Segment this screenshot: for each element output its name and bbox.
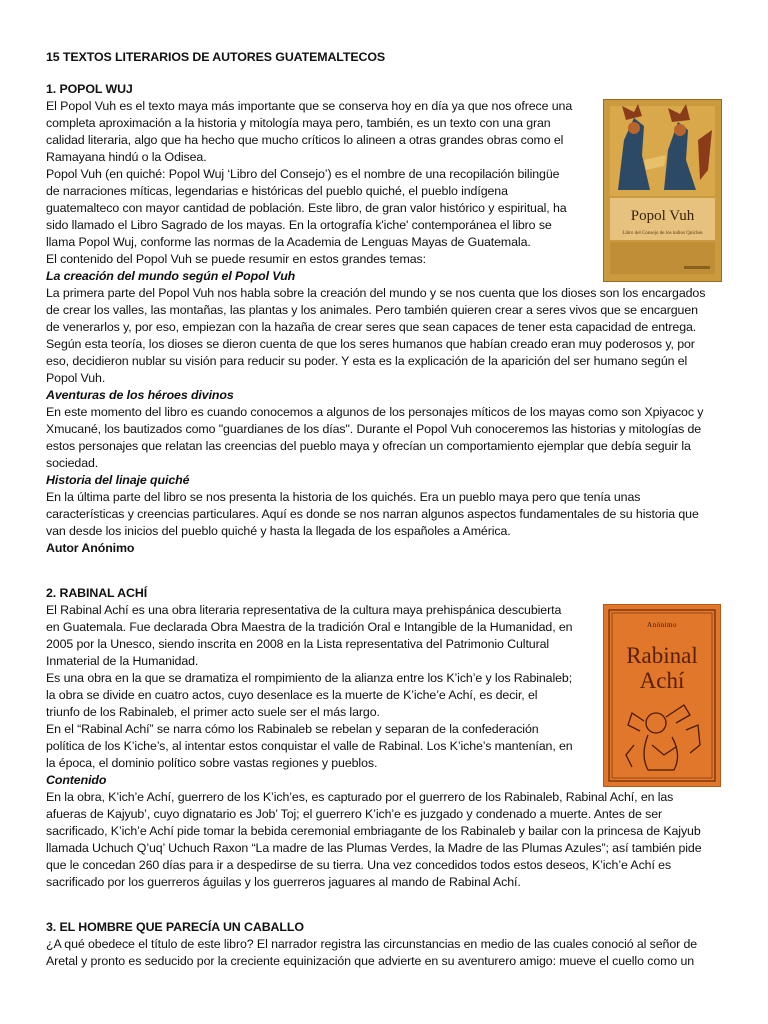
paragraph-line: Según esta teoría, los dioses se dieron cuenta de que los seres humanos que habían creado eran muy poderosos y, por — [46, 337, 695, 351]
rabinal-achi-cover-image — [603, 604, 721, 787]
paragraph-line: de narraciones míticas, legendarias e históricas del pueblo quiché, el pueblo indígena — [46, 184, 508, 198]
paragraph-line: El contenido del Popol Vuh se puede resumir en estos grandes temas: — [46, 252, 426, 266]
paragraph-line: sacrificado por los guerreros águilas y los guerreros jaguares al mando de Rabinal Achí. — [46, 875, 521, 889]
paragraph-line: En el “Rabinal Achí” se narra cómo los Rabinaleb se rebelan y separan de la confederación — [46, 722, 539, 736]
paragraph-line: van desde los inicios del pueblo quiché y hasta la llegada de los españoles a América. — [46, 524, 511, 538]
paragraph-line: Popol Vuh. — [46, 371, 106, 385]
paragraph-line: guatemalteco con mayor cantidad de población. Este libro, de gran valor histórico y espiritual, ha — [46, 201, 567, 215]
author-label: Autor Anónimo — [46, 541, 135, 555]
paragraph-line: triunfo de los Rabinaleb, el primer acto suele ser el más largo. — [46, 705, 380, 719]
subheading-aventuras: Aventuras de los héroes divinos — [46, 388, 234, 402]
paragraph-line: Ramayana hindú o la Odisea. — [46, 150, 207, 164]
paragraph-line: en Guatemala. Fue declarada Obra Maestra de la tradición Oral e Intangible de la Humanidad, en — [46, 620, 573, 634]
document-title: 15 TEXTOS LITERARIOS DE AUTORES GUATEMALTECOS — [46, 50, 386, 64]
section-2-heading: 2. RABINAL ACHÍ — [46, 586, 148, 600]
paragraph-line: La primera parte del Popol Vuh nos habla sobre la creación del mundo y se nos cuenta que los dioses son los encargados — [46, 286, 706, 300]
paragraph-line: política de los K’iche’s, al intentar estos conquistar el valle de Rabinal. Los K’iche’s mantenían, en — [46, 739, 573, 753]
section-1-heading: 1. POPOL WUJ — [46, 82, 133, 96]
paragraph-line: ¿A qué obedece el título de este libro? El narrador registra las circunstancias en medio de las cuales conoció al señor de — [46, 937, 698, 951]
paragraph-line: Es una obra en la que se dramatiza el rompimiento de la alianza entre los K’ich’e y los Rabinaleb; — [46, 671, 573, 685]
paragraph-line: la obra se divide en cuatro actos, cuyo desenlace es la muerte de K’iche’e Achí, es decir, el — [46, 688, 538, 702]
rabinal-cover-illustration — [604, 605, 720, 786]
subheading-contenido: Contenido — [46, 773, 107, 787]
paragraph-line: de crear los valles, las montañas, las plantas y los animales. Pero también quieren crear a seres vivos que se encarguen — [46, 303, 698, 317]
paragraph-line: Xmucané, los bautizados como "guardianes de los días". Durante el Popol Vuh conoceremos las historias y mitologías de — [46, 422, 702, 436]
paragraph-line: sociedad. — [46, 456, 99, 470]
mayan-figures-illustration — [604, 100, 721, 281]
section-3-heading: 3. EL HOMBRE QUE PARECÍA UN CABALLO — [46, 920, 304, 934]
cover-title-line-2: Achí — [639, 668, 685, 693]
subheading-creacion: La creación del mundo según el Popol Vuh — [46, 269, 296, 283]
paragraph-line: que le concedan 260 días para ir a despedirse de su tierra. Una vez concedidos todos estos deseos, K’ich’e Achí es — [46, 858, 672, 872]
paragraph-line: En la obra, K’ich’e Achí, guerrero de los K’ich’es, es capturado por el guerrero de los Rabinaleb, Rabinal Achí, en las — [46, 790, 674, 804]
cover-subtitle: Libro del Consejo de los indios Quichés — [622, 231, 703, 236]
paragraph-line: completa aproximación a la historia y mitología maya pero, también, es un texto con una gran — [46, 116, 551, 130]
paragraph-line: Aretal y pronto es seducido por la creciente equinización que advierte en su aventurero amigo: mueve el cuello como un — [46, 954, 695, 968]
paragraph-line: estos personajes que relatan las creencias del pueblo maya y ofrecían un comportamiento ejemplar que debía seguir la — [46, 439, 691, 453]
paragraph-line: llamada Uchuch Q’uq’ Uchuch Raxon “La madre de las Plumas Verdes, la Madre de las Plumas Azules”; así también pide — [46, 841, 702, 855]
paragraph-line: En este momento del libro es cuando conocemos a algunos de los personajes míticos de los mayas como son Xpiyacoc y — [46, 405, 704, 419]
paragraph-line: sido llamado el Libro Sagrado de los mayas. En la ortografía k'iche' contemporánea el libro se — [46, 218, 552, 232]
paragraph-line: afueras de Kajyub’, cuyo dignatario es Job’ Toj; el guerrero K’ich’e es juzgado y condenado a muerte. Antes de ser — [46, 807, 663, 821]
paragraph-line: llama Popol Wuj, conforme las normas de la Academia de Lenguas Mayas de Guatemala. — [46, 235, 531, 249]
paragraph-line: 2005 por la Unesco, siendo inscrita en 2008 en la Lista representativa del Patrimonio Cultural — [46, 637, 550, 651]
paragraph-line: El Rabinal Achí es una obra literaria representativa de la cultura maya prehispánica descubierta — [46, 603, 562, 617]
paragraph-line: la época, el dominio político sobre vastas regiones y pueblos. — [46, 756, 378, 770]
paragraph-line: Popol Vuh (en quiché: Popol Wuj ‘Libro del Consejo’) es el nombre de una recopilación bilingüe — [46, 167, 560, 181]
cover-title: Popol Vuh — [630, 208, 695, 224]
paragraph-line: sacrificado, K’ich’e Achí pide tomar la bebida ceremonial embriagante de los Rabinaleb y bailar con la princesa de Kajyub — [46, 824, 701, 838]
paragraph-line: calidad literaria, algo que ha hecho que mucho críticos lo alineen a otras grandes obras como el — [46, 133, 564, 147]
cover-author: Anónimo — [647, 621, 677, 629]
subheading-linaje: Historia del linaje quiché — [46, 473, 190, 487]
paragraph-line: de venerarlos y, por eso, empiezan con la hazaña de crear seres que sean capaces de tener esta capacidad de entrega. — [46, 320, 697, 334]
paragraph-line: características y creencias particulares. Aquí es donde se nos narran algunos aspectos fundamentales de su historia que — [46, 507, 699, 521]
paragraph-line: El Popol Vuh es el texto maya más importante que se conserva hoy en día ya que nos ofrece una — [46, 99, 573, 113]
paragraph-line: En la última parte del libro se nos presenta la historia de los quichés. Era un pueblo maya pero que tenía unas — [46, 490, 641, 504]
cover-title-line-1: Rabinal — [626, 643, 698, 668]
paragraph-line: eso, decidieron nublar su visión para reducir su poder. Y esta es la explicación de la aparición del ser humano según el — [46, 354, 688, 368]
paragraph-line: Inmaterial de la Humanidad. — [46, 654, 199, 668]
popol-vuh-cover-image — [603, 99, 722, 282]
